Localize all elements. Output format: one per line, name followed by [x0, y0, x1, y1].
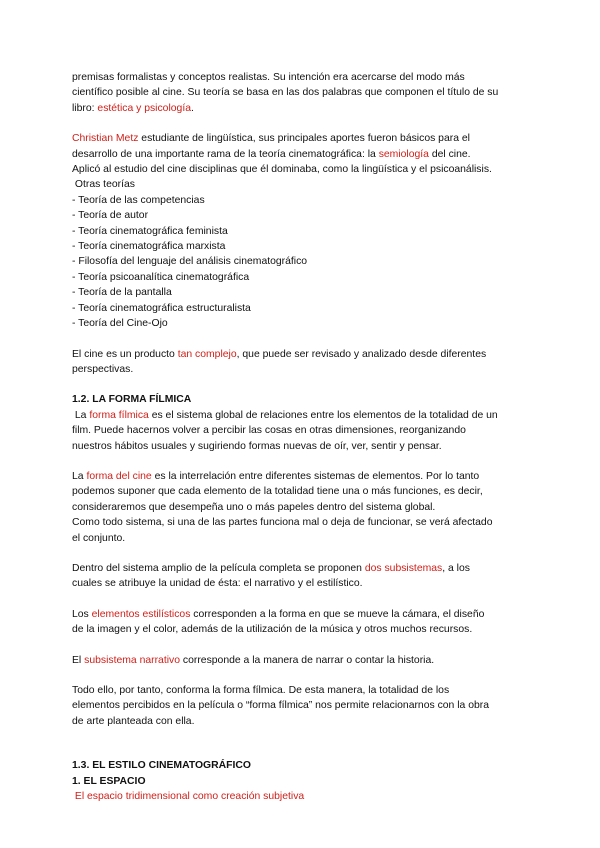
- paragraph-formalistas: [72, 70, 540, 116]
- text-span: desarrollo de una importante rama de la teoría cinematográfica: la: [72, 148, 379, 160]
- text-span: El: [72, 654, 85, 666]
- theory-list-item: - Filosofía del lenguaje del análisis cinematográfico: [72, 256, 308, 268]
- highlight-forma-del-cine: forma del cine: [86, 470, 152, 482]
- text-line: [72, 101, 540, 116]
- theory-list-item: - Teoría del Cine-Ojo: [72, 318, 168, 330]
- paragraph-cine-complejo: [72, 347, 540, 378]
- text-line: elementos percibidos en la película o “forma fílmica” nos permite relacionarnos con la obra: [72, 700, 489, 712]
- section-heading: 1.3. EL ESTILO CINEMATOGRÁFICO: [72, 760, 251, 772]
- text-span: libro:: [72, 102, 98, 114]
- text-span: La: [72, 409, 90, 421]
- text-span: La: [72, 470, 87, 482]
- text-line: [72, 147, 540, 162]
- text-line: de la imagen y el color, además de la utilización de la música y otros muchos recursos.: [72, 624, 473, 636]
- text-line: de arte planteada con ella.: [72, 715, 195, 727]
- otras-teorias-label: Otras teorías: [72, 179, 135, 191]
- theory-list-item: - Teoría de las competencias: [72, 194, 205, 206]
- text-span: corresponden a la forma en que se mueve la cámara, el diseño: [190, 608, 485, 620]
- text-line: el conjunto.: [72, 532, 126, 544]
- text-line: cuales se atribuye la unidad de ésta: el narrativo y el estilístico.: [72, 578, 363, 590]
- text-line: premisas formalistas y conceptos realistas. Su intención era acercarse del modo más: [72, 72, 465, 83]
- text-line: Aplicó al estudio del cine disciplinas que él dominaba, como la lingüística y el psicoanálisis.: [72, 164, 492, 176]
- highlight-forma-filmica: forma fílmica: [89, 409, 149, 421]
- theory-list-item: - Teoría de autor: [72, 210, 149, 222]
- theory-list-item: - Teoría cinematográfica feminista: [72, 225, 228, 237]
- highlight-subsistema-narrativo: subsistema narrativo: [84, 654, 181, 666]
- text-line: [72, 347, 540, 362]
- text-line: [72, 561, 540, 576]
- text-line: nuestros hábitos usuales y sugiriendo formas nuevas de oír, ver, sentir y pensar.: [72, 440, 442, 452]
- highlight-espacio-tridimensional: El espacio tridimensional como creación subjetiva: [72, 791, 305, 803]
- highlight-dos-subsistemas: dos subsistemas: [364, 562, 443, 574]
- section-estilo-cinematografico: [72, 758, 540, 804]
- text-span: es la interrelación entre diferentes sistemas de elementos. Por lo tanto: [151, 470, 480, 482]
- highlight-christian-metz: Christian Metz: [72, 133, 139, 145]
- theory-list-item: - Teoría psicoanalítica cinematográfica: [72, 271, 250, 283]
- text-span: .: [191, 102, 194, 114]
- section-forma-filmica: [72, 392, 540, 454]
- paragraph-christian-metz: [72, 131, 540, 331]
- text-line: perspectivas.: [72, 363, 134, 375]
- text-span: corresponde a la manera de narrar o contar la historia.: [180, 654, 435, 666]
- text-line: científico posible al cine. Su teoría se basa en las dos palabras que componen el título de su: [72, 87, 499, 99]
- paragraph-todo-ello: [72, 683, 540, 729]
- theory-list-item: - Teoría de la pantalla: [72, 287, 172, 299]
- theory-list-item: - Teoría cinematográfica estructuralista: [72, 302, 251, 314]
- paragraph-subsistemas: [72, 561, 540, 592]
- text-line: Todo ello, por tanto, conforma la forma fílmica. De esta manera, la totalidad de los: [72, 685, 450, 696]
- text-line: [72, 408, 540, 423]
- text-line: [72, 607, 540, 622]
- section-heading: 1.2. LA FORMA FÍLMICA: [72, 394, 192, 406]
- highlight-elementos-estilisticos: elementos estilísticos: [91, 608, 191, 620]
- text-line: [72, 653, 540, 668]
- text-line: film. Puede hacernos volver a percibir las cosas en otras dimensiones, reorganizando: [72, 425, 466, 437]
- text-line: [72, 469, 540, 484]
- text-span: El cine es un producto: [72, 348, 178, 360]
- text-span: es el sistema global de relaciones entre los elementos de la totalidad de un: [148, 409, 498, 421]
- subsection-heading: 1. EL ESPACIO: [72, 775, 146, 787]
- highlight-estetica-psicologia: estética y psicología: [97, 102, 191, 114]
- highlight-semiologia: semiología: [378, 148, 429, 160]
- text-line: [72, 131, 540, 146]
- text-line: consideraremos que desempeña uno o más papeles dentro del sistema global.: [72, 501, 436, 513]
- text-span: estudiante de lingüística, sus principales aportes fueron básicos para el: [138, 133, 470, 145]
- highlight-tan-complejo: tan complejo: [177, 348, 237, 360]
- paragraph-forma-del-cine: [72, 469, 540, 546]
- text-line: podemos suponer que cada elemento de la totalidad tiene una o más funciones, es decir,: [72, 486, 483, 498]
- paragraph-subsistema-narrativo: [72, 653, 540, 668]
- text-span: , a los: [442, 562, 470, 574]
- theory-list-item: - Teoría cinematográfica marxista: [72, 241, 226, 253]
- paragraph-elementos-estilisticos: [72, 607, 540, 638]
- text-span: Dentro del sistema amplio de la película completa se proponen: [72, 562, 365, 574]
- text-span: del cine.: [428, 148, 471, 160]
- text-span: Los: [72, 608, 92, 620]
- text-span: , que puede ser revisado y analizado desde diferentes: [236, 348, 487, 360]
- text-line: Como todo sistema, si una de las partes funciona mal o deja de funcionar, se verá afectado: [72, 517, 493, 529]
